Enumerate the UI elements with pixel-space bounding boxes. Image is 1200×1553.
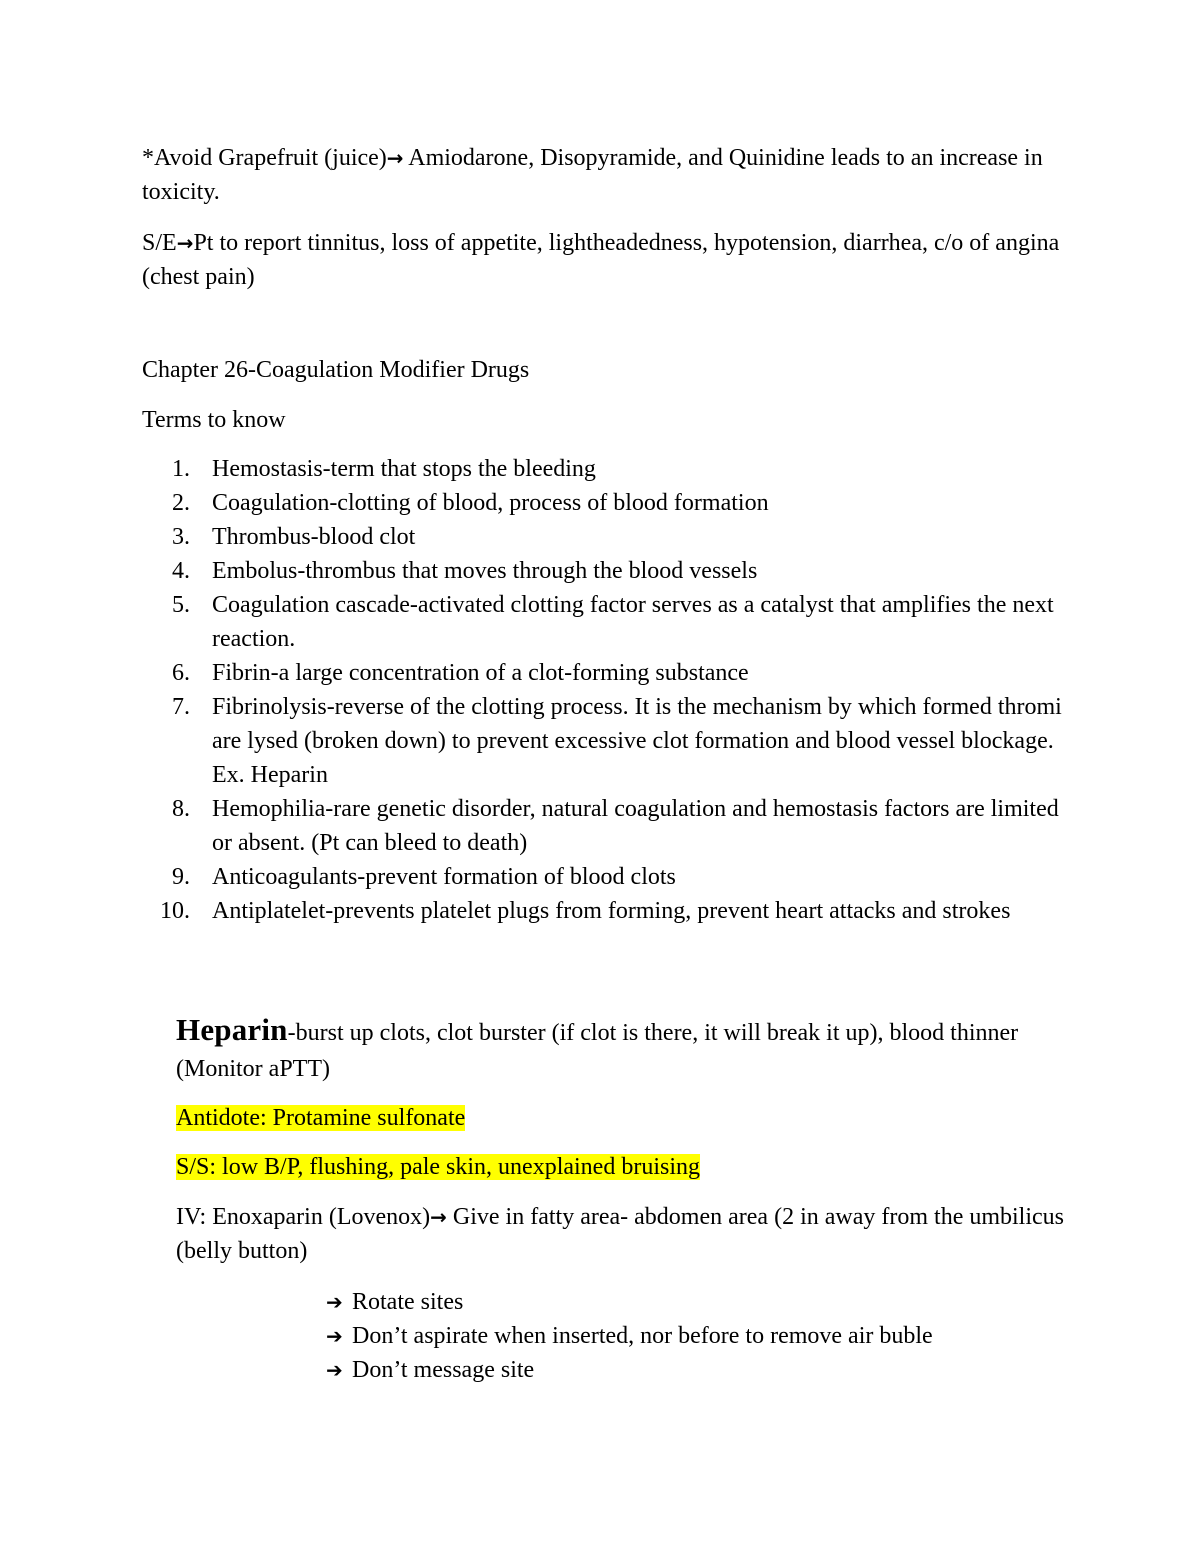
list-item xyxy=(326,1285,1086,1319)
list-item-text: Coagulation-clotting of blood, process of blood formation xyxy=(212,490,769,516)
list-item xyxy=(142,588,1072,656)
list-item-number: 7. xyxy=(172,694,190,720)
grapefruit-note xyxy=(142,141,1072,209)
list-item-text: Thrombus-blood clot xyxy=(212,524,416,550)
iv-body: Give in fatty area- abdomen area (2 in away from the umbilicus (belly button) xyxy=(176,1204,1065,1264)
list-item-number: 10. xyxy=(160,898,190,924)
antidote-highlight: Antidote: Protamine sulfonate xyxy=(176,1105,466,1131)
list-item xyxy=(142,452,1072,486)
list-item xyxy=(142,894,1072,928)
list-item xyxy=(142,690,1072,792)
side-effects-body: Pt to report tinnitus, loss of appetite, lightheadedness, hypotension, diarrhea, c/o of angina (chest pain) xyxy=(142,230,1060,290)
grapefruit-note-body: Amiodarone, Disopyramide, and Quinidine leads to an increase in toxicity. xyxy=(142,145,1043,205)
injection-steps xyxy=(326,1285,1086,1387)
heparin-description: -burst up clots, clot burster (if clot is there, it will break it up), blood thinner (Monitor aPTT) xyxy=(176,1020,1019,1082)
list-item-text: Fibrinolysis-reverse of the clotting process. It is the mechanism by which formed thromi are lysed (broken down) to prevent excessive clot formation and blood vessel blockage. Ex. Heparin xyxy=(212,694,1062,788)
list-item-text: Hemostasis-term that stops the bleeding xyxy=(212,456,596,482)
arrow-right-icon: → xyxy=(430,1205,447,1229)
list-item xyxy=(326,1353,1086,1387)
arrow-right-icon: ➔ xyxy=(326,1358,343,1382)
list-item-text: Don’t aspirate when inserted, nor before to remove air buble xyxy=(352,1323,933,1349)
signs-highlight: S/S: low B/P, flushing, pale skin, unexplained bruising xyxy=(176,1154,701,1180)
signs-line xyxy=(176,1150,1066,1184)
heparin-heading: Heparin xyxy=(176,1012,288,1047)
terms-heading: Terms to know xyxy=(142,407,286,433)
list-item-text: Anticoagulants-prevent formation of blood clots xyxy=(212,864,676,890)
list-item-number: 1. xyxy=(172,456,190,482)
iv-lead: IV: Enoxaparin (Lovenox) xyxy=(176,1204,431,1230)
side-effects-label: S/E xyxy=(142,230,177,256)
list-item-number: 5. xyxy=(172,592,190,618)
list-item-text: Rotate sites xyxy=(352,1289,464,1315)
list-item-number: 8. xyxy=(172,796,190,822)
list-item xyxy=(142,860,1072,894)
arrow-right-icon: → xyxy=(176,231,194,255)
grapefruit-note-lead: *Avoid Grapefruit (juice) xyxy=(142,145,387,171)
list-item-text: Coagulation cascade-activated clotting factor serves as a catalyst that amplifies the next reaction. xyxy=(212,592,1054,652)
list-item xyxy=(142,520,1072,554)
list-item xyxy=(142,792,1072,860)
heparin-section xyxy=(176,1012,1066,1087)
list-item-text: Antiplatelet-prevents platelet plugs from forming, prevent heart attacks and strokes xyxy=(212,898,1011,924)
arrow-right-icon: → xyxy=(386,146,404,170)
terms-list xyxy=(142,452,1072,928)
arrow-right-icon: ➔ xyxy=(326,1324,343,1348)
list-item-text: Hemophilia-rare genetic disorder, natural coagulation and hemostasis factors are limited or absent. (Pt can bleed to death) xyxy=(212,796,1059,856)
iv-instructions xyxy=(176,1200,1066,1268)
antidote-line xyxy=(176,1101,1066,1135)
side-effects-note xyxy=(142,226,1072,294)
arrow-right-icon: ➔ xyxy=(326,1290,343,1314)
list-item-number: 9. xyxy=(172,864,190,890)
list-item-text: Embolus-thrombus that moves through the blood vessels xyxy=(212,558,758,584)
list-item-number: 3. xyxy=(172,524,190,550)
chapter-title: Chapter 26-Coagulation Modifier Drugs xyxy=(142,357,530,383)
list-item-number: 2. xyxy=(172,490,190,516)
list-item-number: 4. xyxy=(172,558,190,584)
list-item xyxy=(142,656,1072,690)
list-item-text: Don’t message site xyxy=(352,1357,535,1383)
list-item xyxy=(142,554,1072,588)
list-item xyxy=(326,1319,1086,1353)
list-item xyxy=(142,486,1072,520)
list-item-number: 6. xyxy=(172,660,190,686)
list-item-text: Fibrin-a large concentration of a clot-forming substance xyxy=(212,660,749,686)
